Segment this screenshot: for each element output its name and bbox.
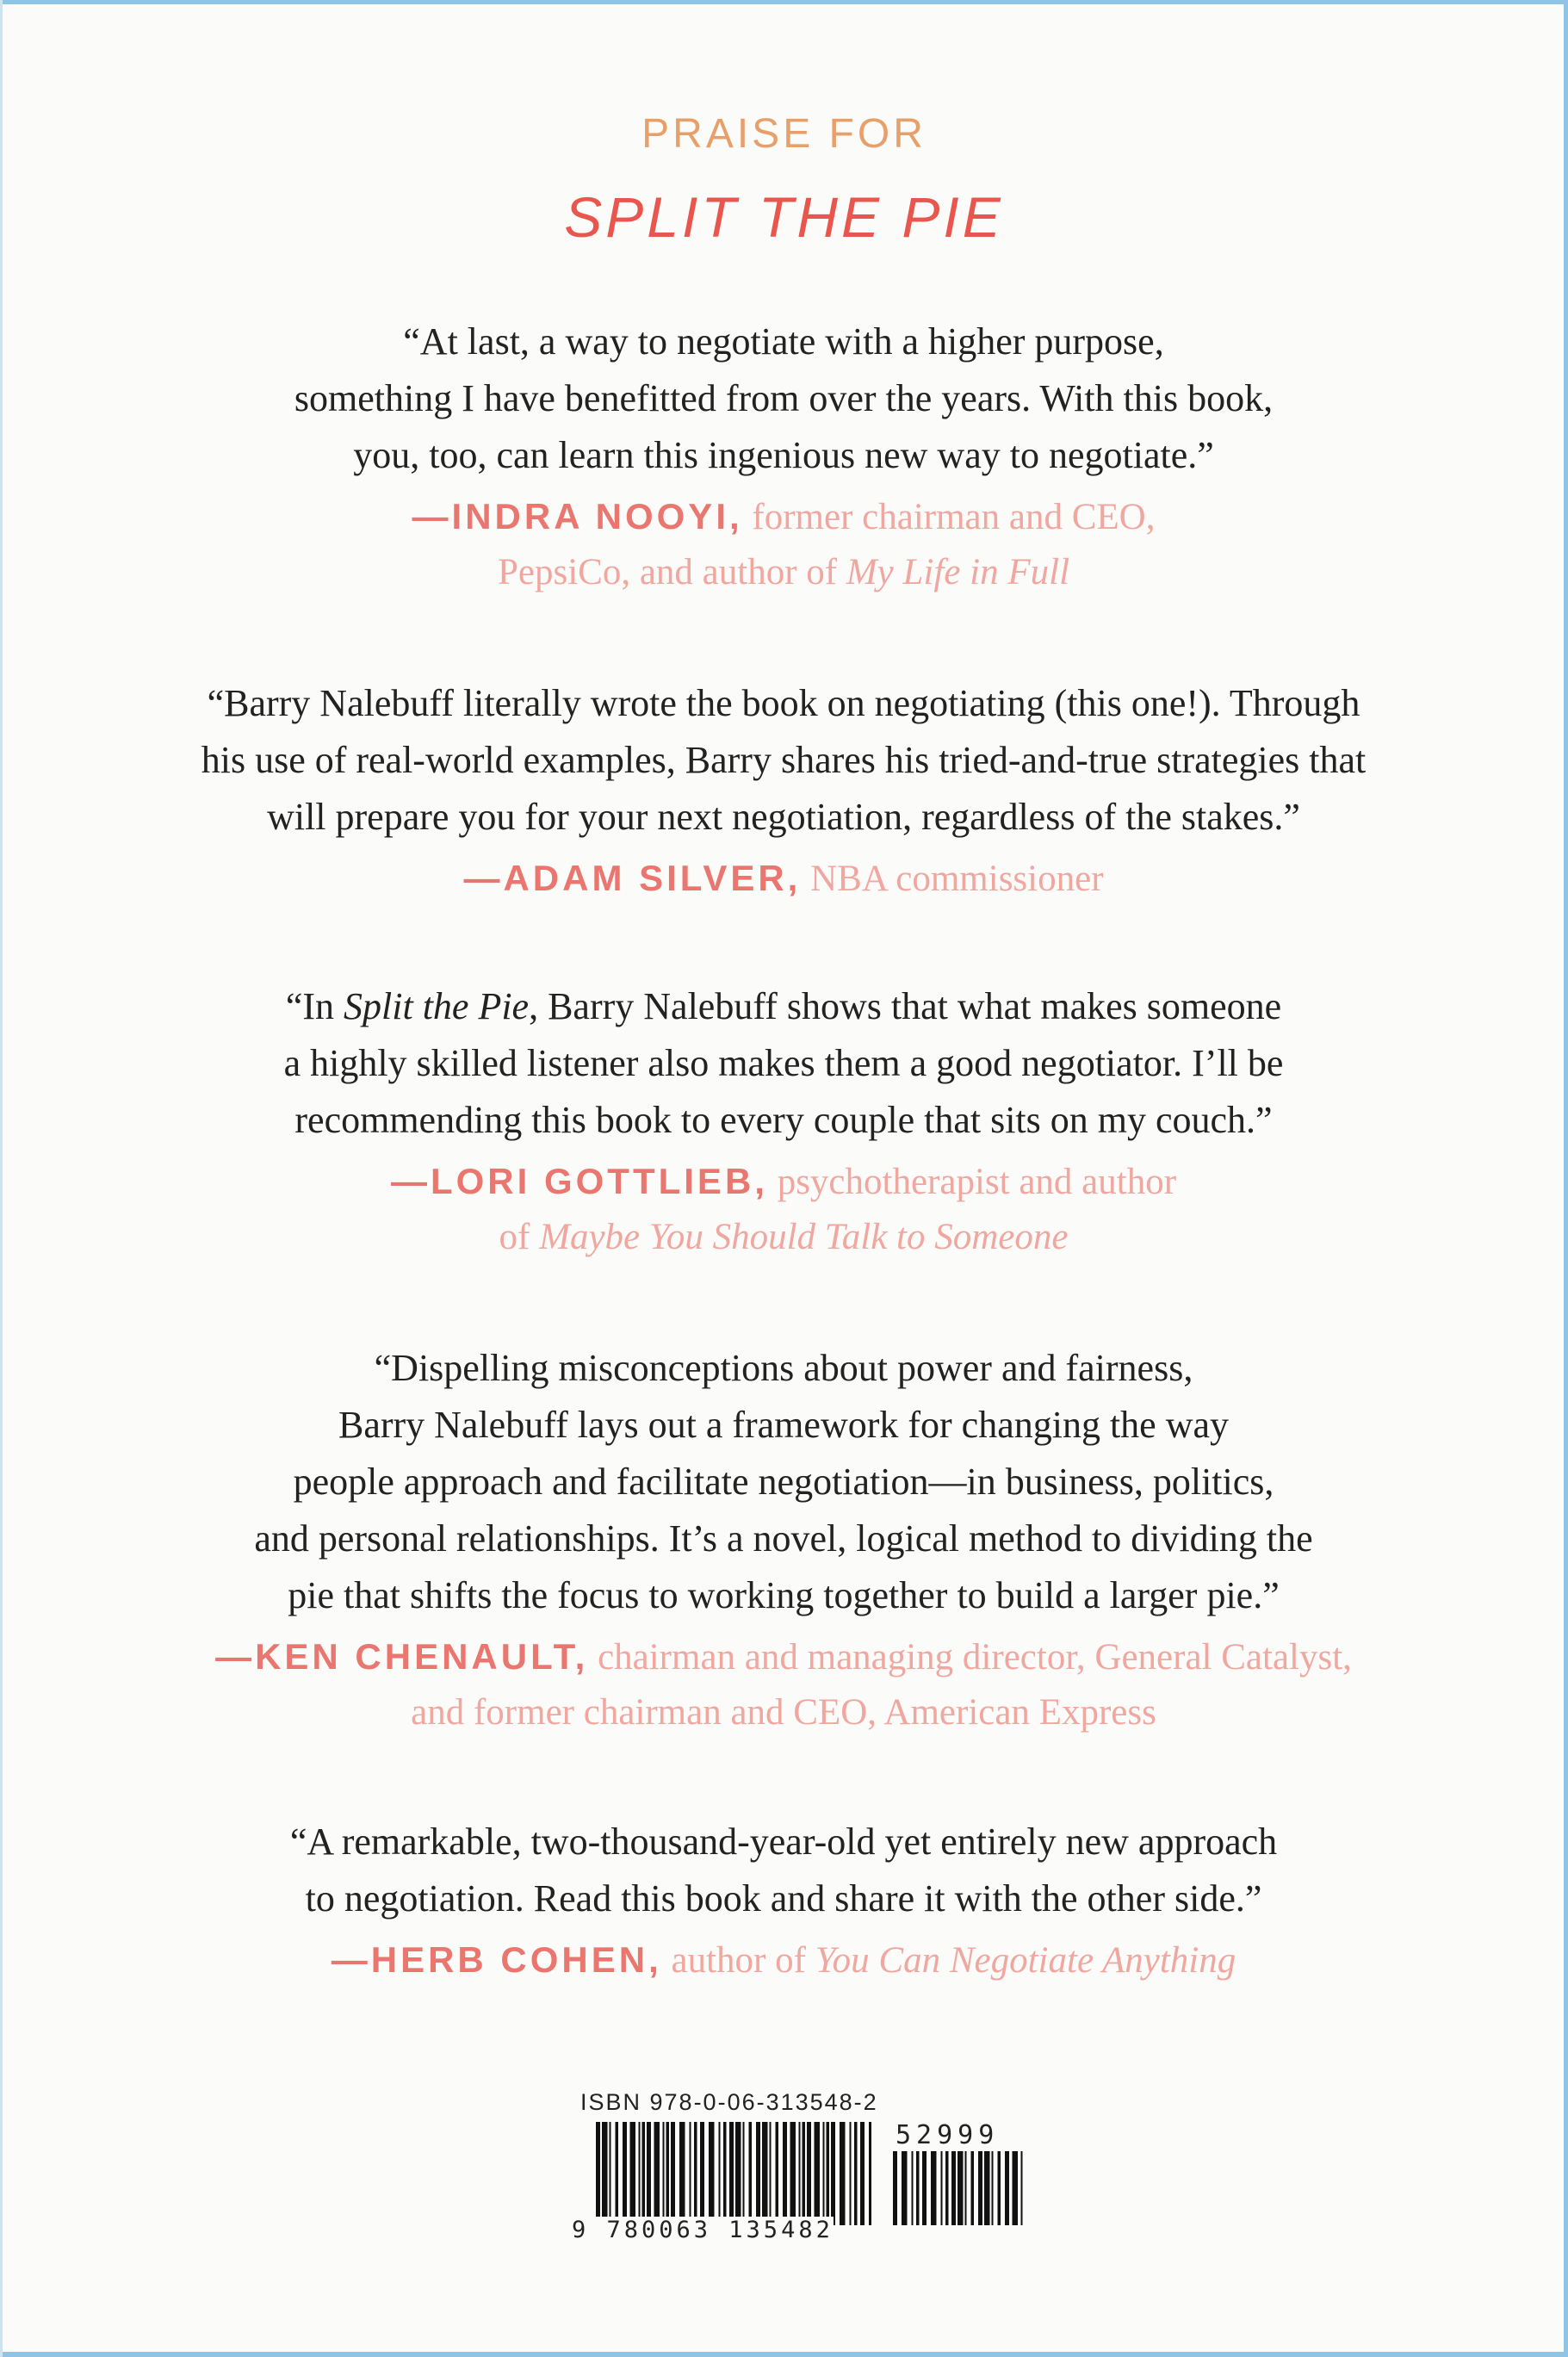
blurb-quote bbox=[103, 1814, 1464, 1927]
barcode-bar bbox=[783, 2122, 787, 2225]
barcode-bar bbox=[729, 2122, 734, 2225]
barcode-bar bbox=[941, 2151, 943, 2225]
quote-line: his use of real-world examples, Barry shares his tried-and-true strategies that bbox=[201, 739, 1367, 781]
barcode-bar bbox=[756, 2122, 760, 2225]
barcode-bar bbox=[807, 2122, 811, 2225]
barcode-bar bbox=[762, 2122, 768, 2225]
barcode-bar bbox=[902, 2151, 908, 2225]
attribution-book-title: Maybe You Should Talk to Someone bbox=[539, 1217, 1069, 1257]
barcode-bar bbox=[951, 2151, 956, 2225]
barcode-bar bbox=[770, 2122, 772, 2225]
barcode-bar bbox=[978, 2151, 982, 2225]
barcode-bar bbox=[602, 2122, 608, 2225]
blurb-cohen bbox=[103, 1814, 1464, 1988]
barcode-bar bbox=[776, 2122, 779, 2225]
barcode-bar bbox=[850, 2122, 852, 2225]
border-right bbox=[1564, 0, 1568, 2357]
barcode-digits: 9 780063 135482 bbox=[572, 2217, 834, 2243]
barcode-bar bbox=[803, 2122, 806, 2225]
barcode-bar bbox=[922, 2151, 927, 2225]
quote-line: “At last, a way to negotiate with a higher purpose, bbox=[403, 320, 1164, 363]
blurb-attribution bbox=[103, 851, 1464, 907]
quote-line: and personal relationships. It’s a novel, logical method to dividing the bbox=[254, 1517, 1313, 1560]
quote-line: something I have benefitted from over the years. With this book, bbox=[294, 377, 1274, 419]
barcode-bar bbox=[709, 2122, 715, 2225]
quote-line: a highly skilled listener also makes them a good negotiator. I’ll be bbox=[283, 1042, 1284, 1084]
price-code: 52999 bbox=[896, 2120, 1000, 2150]
barcode-bar bbox=[958, 2151, 964, 2225]
attribution-role: NBA commissioner bbox=[810, 859, 1104, 899]
attribution-book-title: You Can Negotiate Anything bbox=[815, 1940, 1236, 1981]
barcode-bar bbox=[700, 2122, 704, 2225]
blurb-attribution bbox=[103, 1154, 1464, 1265]
barcode-bar bbox=[630, 2122, 636, 2225]
attribution-role-line2: of bbox=[499, 1217, 530, 1257]
barcode-bar bbox=[931, 2151, 937, 2225]
attribution-name: —INDRA NOOYI, bbox=[412, 496, 743, 537]
barcode-bar bbox=[596, 2122, 600, 2225]
barcode-bar bbox=[854, 2122, 858, 2225]
attribution-name: —KEN CHENAULT, bbox=[215, 1636, 589, 1677]
barcode-bar bbox=[984, 2151, 990, 2225]
barcode-bar bbox=[735, 2122, 741, 2225]
quote-line: you, too, can learn this ingenious new way to negotiate.” bbox=[353, 434, 1214, 476]
barcode-bar bbox=[945, 2151, 949, 2225]
barcode-bar bbox=[992, 2151, 994, 2225]
barcode-bar bbox=[823, 2122, 825, 2225]
quote-line bbox=[103, 978, 1464, 1035]
attribution-book-title: My Life in Full bbox=[846, 552, 1070, 592]
barcode-bar bbox=[723, 2122, 727, 2225]
barcode-bar bbox=[647, 2122, 651, 2225]
quote-line: “A remarkable, two-thousand-year-old yet entirely new approach bbox=[289, 1820, 1278, 1863]
barcode-bar bbox=[642, 2122, 646, 2225]
barcode-bar bbox=[869, 2122, 871, 2225]
blurb-attribution bbox=[103, 1629, 1464, 1740]
book-title: SPLIT THE PIE bbox=[564, 185, 1004, 249]
attribution-role-line2: PepsiCo, and author of bbox=[497, 552, 838, 592]
barcode-bar bbox=[1021, 2151, 1023, 2225]
border-bottom bbox=[0, 2352, 1568, 2357]
blurb-chenault bbox=[103, 1340, 1464, 1740]
barcode-bar bbox=[666, 2122, 670, 2225]
barcode-bar bbox=[694, 2122, 697, 2225]
isbn-label: ISBN 978-0-06-313548-2 bbox=[580, 2089, 878, 2115]
barcode-bar bbox=[671, 2122, 675, 2225]
barcode-bar bbox=[998, 2151, 1001, 2225]
price-barcode-icon bbox=[893, 2151, 1024, 2225]
barcode-bar bbox=[749, 2122, 753, 2225]
attribution-role-line2: and former chairman and CEO, American Express bbox=[411, 1692, 1156, 1733]
attribution-role: chairman and managing director, General Catalyst, bbox=[598, 1637, 1352, 1678]
quote-text: “In bbox=[285, 985, 344, 1027]
blurb-nooyi bbox=[103, 313, 1464, 600]
attribution-role: author of bbox=[671, 1940, 806, 1981]
barcode-bar bbox=[916, 2151, 920, 2225]
quote-line: “Dispelling misconceptions about power and fairness, bbox=[374, 1347, 1193, 1389]
barcode-bar bbox=[679, 2122, 685, 2225]
praise-for-heading: PRAISE FOR bbox=[641, 111, 927, 157]
barcode-bar bbox=[965, 2151, 967, 2225]
blurb-attribution bbox=[103, 489, 1464, 600]
attribution-role: former chairman and CEO, bbox=[752, 497, 1156, 537]
blurb-quote bbox=[103, 313, 1464, 484]
blurb-gottlieb bbox=[103, 978, 1464, 1265]
quote-line: pie that shifts the focus to working together to build a larger pie.” bbox=[288, 1574, 1280, 1616]
blurb-quote bbox=[103, 978, 1464, 1149]
barcode-bar bbox=[799, 2122, 801, 2225]
attribution-name: —LORI GOTTLIEB, bbox=[390, 1161, 768, 1201]
barcode-bar bbox=[860, 2122, 865, 2225]
barcode-bar bbox=[1013, 2151, 1019, 2225]
barcode-bar bbox=[831, 2122, 835, 2225]
blurb-silver bbox=[103, 675, 1464, 907]
barcode-bar bbox=[663, 2122, 665, 2225]
barcode-bar bbox=[719, 2122, 721, 2225]
blurb-quote bbox=[103, 675, 1464, 846]
quote-line: “Barry Nalebuff literally wrote the book on negotiating (this one!). Through bbox=[207, 682, 1360, 724]
attribution-role: psychotherapist and author bbox=[777, 1162, 1177, 1202]
barcode-bar bbox=[610, 2122, 611, 2225]
barcode-bar bbox=[971, 2151, 975, 2225]
barcode-bar bbox=[790, 2122, 796, 2225]
attribution-name: —HERB COHEN, bbox=[331, 1939, 662, 1980]
border-left bbox=[0, 0, 3, 2357]
barcode-bar bbox=[1005, 2151, 1009, 2225]
border-top bbox=[0, 0, 1568, 4]
barcode-bar bbox=[815, 2122, 821, 2225]
barcode-bar bbox=[840, 2122, 846, 2225]
quote-text: , Barry Nalebuff shows that what makes someone bbox=[529, 985, 1282, 1027]
blurb-attribution bbox=[103, 1932, 1464, 1988]
barcode-bar bbox=[893, 2151, 897, 2225]
barcode-bar bbox=[639, 2122, 641, 2225]
quote-line: to negotiation. Read this book and share it with the other side.” bbox=[305, 1877, 1262, 1920]
quote-book-title: Split the Pie bbox=[344, 985, 530, 1027]
quote-line: Barry Nalebuff lays out a framework for changing the way bbox=[338, 1404, 1230, 1446]
barcode-bar bbox=[743, 2122, 745, 2225]
attribution-name: —ADAM SILVER, bbox=[463, 858, 802, 898]
barcode-icon bbox=[596, 2122, 871, 2225]
barcode-bar bbox=[623, 2122, 627, 2225]
barcode-bar bbox=[827, 2122, 830, 2225]
barcode-bar bbox=[616, 2122, 619, 2225]
barcode-bar bbox=[912, 2151, 914, 2225]
blurb-quote bbox=[103, 1340, 1464, 1624]
barcode-bar bbox=[690, 2122, 691, 2225]
quote-line: people approach and facilitate negotiation—in business, politics, bbox=[293, 1461, 1274, 1503]
quote-line: recommending this book to every couple that sits on my couch.” bbox=[294, 1099, 1273, 1141]
barcode-bar bbox=[654, 2122, 660, 2225]
quote-line: will prepare you for your next negotiation, regardless of the stakes.” bbox=[267, 796, 1300, 838]
